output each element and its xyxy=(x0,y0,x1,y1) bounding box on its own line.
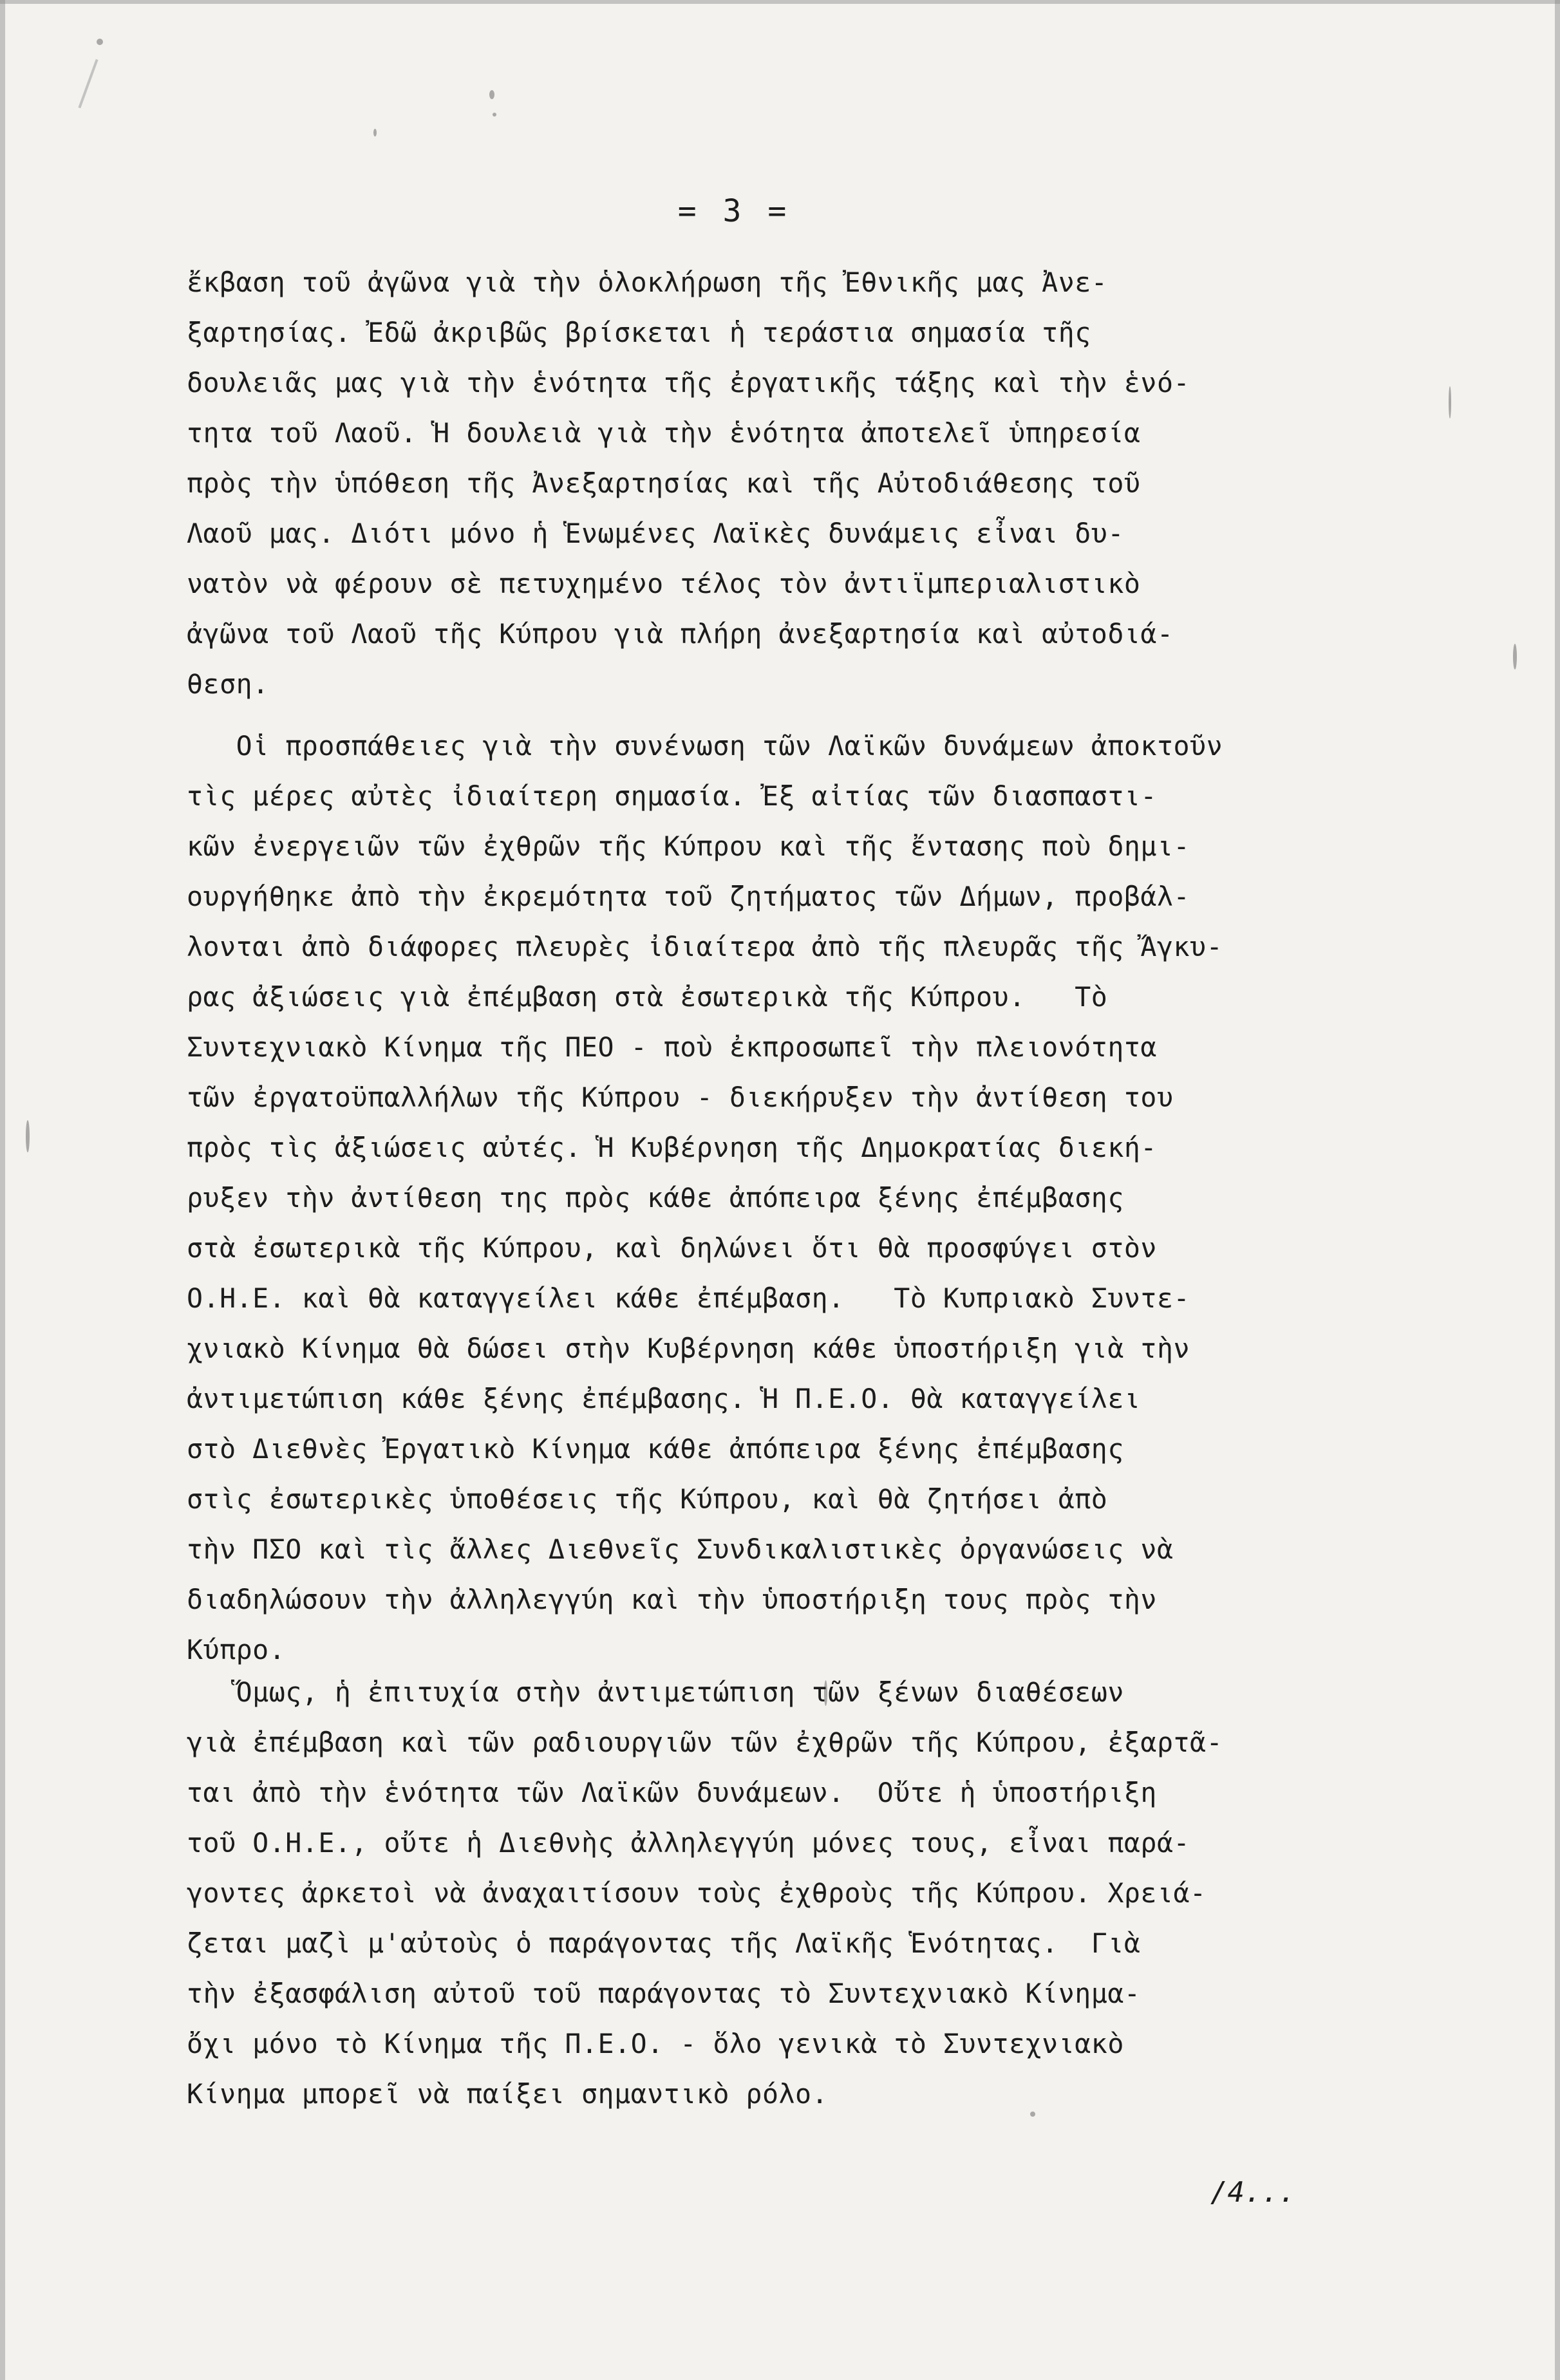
scan-speck xyxy=(489,90,494,99)
scan-speck xyxy=(97,39,103,45)
text-line: διαδηλώσουν τὴν ἀλληλεγγύη καὶ τὴν ὑποστήριξη τους πρὸς τὴν xyxy=(187,1584,1157,1615)
text-line: νατὸν νὰ φέρουν σὲ πετυχημένο τέλος τὸν ἀντιϊμπεριαλιστικὸ xyxy=(187,568,1141,599)
text-line: ἔκβαση τοῦ ἀγῶνα γιὰ τὴν ὁλοκλήρωση τῆς Ἐθνικῆς μας Ἀνε- xyxy=(187,267,1108,298)
scan-speck xyxy=(26,1120,30,1152)
scan-edge-mark xyxy=(78,59,98,109)
text-line: κῶν ἐνεργειῶν τῶν ἐχθρῶν τῆς Κύπρου καὶ τῆς ἔντασης ποὺ δημι- xyxy=(187,830,1190,862)
text-line: τὴν ΠΣΟ καὶ τὶς ἄλλες Διεθνεῖς Συνδικαλιστικὲς ὀργανώσεις νὰ xyxy=(187,1533,1174,1565)
text-line: Οἱ προσπάθειες γιὰ τὴν συνένωση τῶν Λαϊκῶν δυνάμεων ἀποκτοῦν xyxy=(187,730,1223,762)
text-line: γοντες ἀρκετοὶ νὰ ἀναχαιτίσουν τοὺς ἐχθροὺς τῆς Κύπρου. Χρειά- xyxy=(187,1877,1207,1909)
text-line: ἀγῶνα τοῦ Λαοῦ τῆς Κύπρου γιὰ πλήρη ἀνεξαρτησία καὶ αὐτοδιά- xyxy=(187,618,1174,650)
text-line: τητα τοῦ Λαοῦ. Ἡ δουλειὰ γιὰ τὴν ἑνότητα ἀποτελεῖ ὑπηρεσία xyxy=(187,417,1141,449)
text-line: ρας ἀξιώσεις γιὰ ἐπέμβαση στὰ ἐσωτερικὰ τῆς Κύπρου. Τὸ xyxy=(187,981,1108,1013)
text-line: πρὸς τὴν ὑπόθεση τῆς Ἀνεξαρτησίας καὶ τῆς Αὐτοδιάθεσης τοῦ xyxy=(187,467,1141,499)
text-line: Λαοῦ μας. Διότι μόνο ἡ Ἑνωμένες Λαϊκὲς δυνάμεις εἶναι δυ- xyxy=(187,518,1124,549)
text-line: Κίνημα μπορεῖ νὰ παίξει σημαντικὸ ρόλο. xyxy=(187,2078,829,2110)
paragraph-2 xyxy=(187,721,1223,1675)
text-line: ξαρτησίας. Ἐδῶ ἀκριβῶς βρίσκεται ἡ τεράστια σημασία τῆς xyxy=(187,317,1091,348)
text-line: στὶς ἐσωτερικὲς ὑποθέσεις τῆς Κύπρου, καὶ θὰ ζητήσει ἀπὸ xyxy=(187,1483,1108,1515)
text-line: πρὸς τὶς ἀξιώσεις αὐτές. Ἡ Κυβέρνηση τῆς Δημοκρατίας διεκή- xyxy=(187,1132,1157,1163)
text-line: ζεται μαζὶ μ'αὐτοὺς ὁ παράγοντας τῆς Λαϊκῆς Ἑνότητας. Γιὰ xyxy=(187,1927,1141,1959)
text-line: ὄχι μόνο τὸ Κίνημα τῆς Π.Ε.Ο. - ὅλο γενικὰ τὸ Συντεχνιακὸ xyxy=(187,2028,1124,2059)
text-line: γιὰ ἐπέμβαση καὶ τῶν ραδιουργιῶν τῶν ἐχθρῶν τῆς Κύπρου, ἐξαρτᾶ- xyxy=(187,1727,1223,1758)
text-line: Ο.Η.Ε. καὶ θὰ καταγγείλει κάθε ἐπέμβαση. Τὸ Κυπριακὸ Συντε- xyxy=(187,1282,1190,1314)
text-line: ἀντιμετώπιση κάθε ξένης ἐπέμβασης. Ἡ Π.Ε.Ο. θὰ καταγγείλει xyxy=(187,1383,1141,1414)
scan-speck xyxy=(1513,644,1517,670)
text-line: Συντεχνιακὸ Κίνημα τῆς ΠΕΟ - ποὺ ἐκπροσωπεῖ τὴν πλειονότητα xyxy=(187,1031,1157,1063)
scan-speck xyxy=(1449,386,1451,418)
text-line: στὸ Διεθνὲς Ἐργατικὸ Κίνημα κάθε ἀπόπειρα ξένης ἐπέμβασης xyxy=(187,1433,1124,1465)
scan-edge-mark xyxy=(0,0,5,2380)
text-line: ουργήθηκε ἀπὸ τὴν ἐκρεμότητα τοῦ ζητήματος τῶν Δήμων, προβάλ- xyxy=(187,881,1190,912)
text-line: τὴν ἐξασφάλιση αὐτοῦ τοῦ παράγοντας τὸ Συντεχνιακὸ Κίνημα- xyxy=(187,1978,1141,2009)
text-line: Ὅμως, ἡ ἐπιτυχία στὴν ἀντιμετώπιση τῶν ξένων διαθέσεων xyxy=(187,1676,1124,1708)
scan-edge-mark xyxy=(0,0,1560,4)
text-line: τοῦ Ο.Η.Ε., οὔτε ἡ Διεθνὴς ἀλληλεγγύη μόνες τους, εἶναι παρά- xyxy=(187,1827,1190,1859)
text-line: Κύπρο. xyxy=(187,1634,286,1665)
text-line: θεση. xyxy=(187,668,269,700)
text-line: τὶς μέρες αὐτὲς ἰδιαίτερη σημασία. Ἐξ αἰτίας τῶν διασπαστι- xyxy=(187,780,1157,812)
scan-speck xyxy=(493,113,496,117)
text-line: ται ἀπὸ τὴν ἑνότητα τῶν Λαϊκῶν δυνάμεων. Οὔτε ἡ ὑποστήριξη xyxy=(187,1777,1157,1808)
scan-edge-mark xyxy=(1555,0,1560,2380)
continuation-marker: /4... xyxy=(1210,2176,1296,2209)
paragraph-1 xyxy=(187,258,1190,709)
text-line: δουλειᾶς μας γιὰ τὴν ἑνότητα τῆς ἐργατικῆς τάξης καὶ τὴν ἑνό- xyxy=(187,367,1190,398)
text-line: στὰ ἐσωτερικὰ τῆς Κύπρου, καὶ δηλώνει ὅτι θὰ προσφύγει στὸν xyxy=(187,1232,1157,1264)
page-number: = 3 = xyxy=(677,193,791,229)
text-line: ρυξεν τὴν ἀντίθεση της πρὸς κάθε ἀπόπειρα ξένης ἐπέμβασης xyxy=(187,1182,1124,1213)
text-line: χνιακὸ Κίνημα θὰ δώσει στὴν Κυβέρνηση κάθε ὑποστήριξη γιὰ τὴν xyxy=(187,1333,1190,1364)
text-line: λονται ἀπὸ διάφορες πλευρὲς ἰδιαίτερα ἀπὸ τῆς πλευρᾶς τῆς Ἄγκυ- xyxy=(187,931,1223,962)
scan-speck xyxy=(373,129,377,136)
paragraph-3 xyxy=(187,1667,1223,2119)
text-line: τῶν ἐργατοϋπαλλήλων τῆς Κύπρου - διεκήρυξεν τὴν ἀντίθεση του xyxy=(187,1082,1174,1113)
